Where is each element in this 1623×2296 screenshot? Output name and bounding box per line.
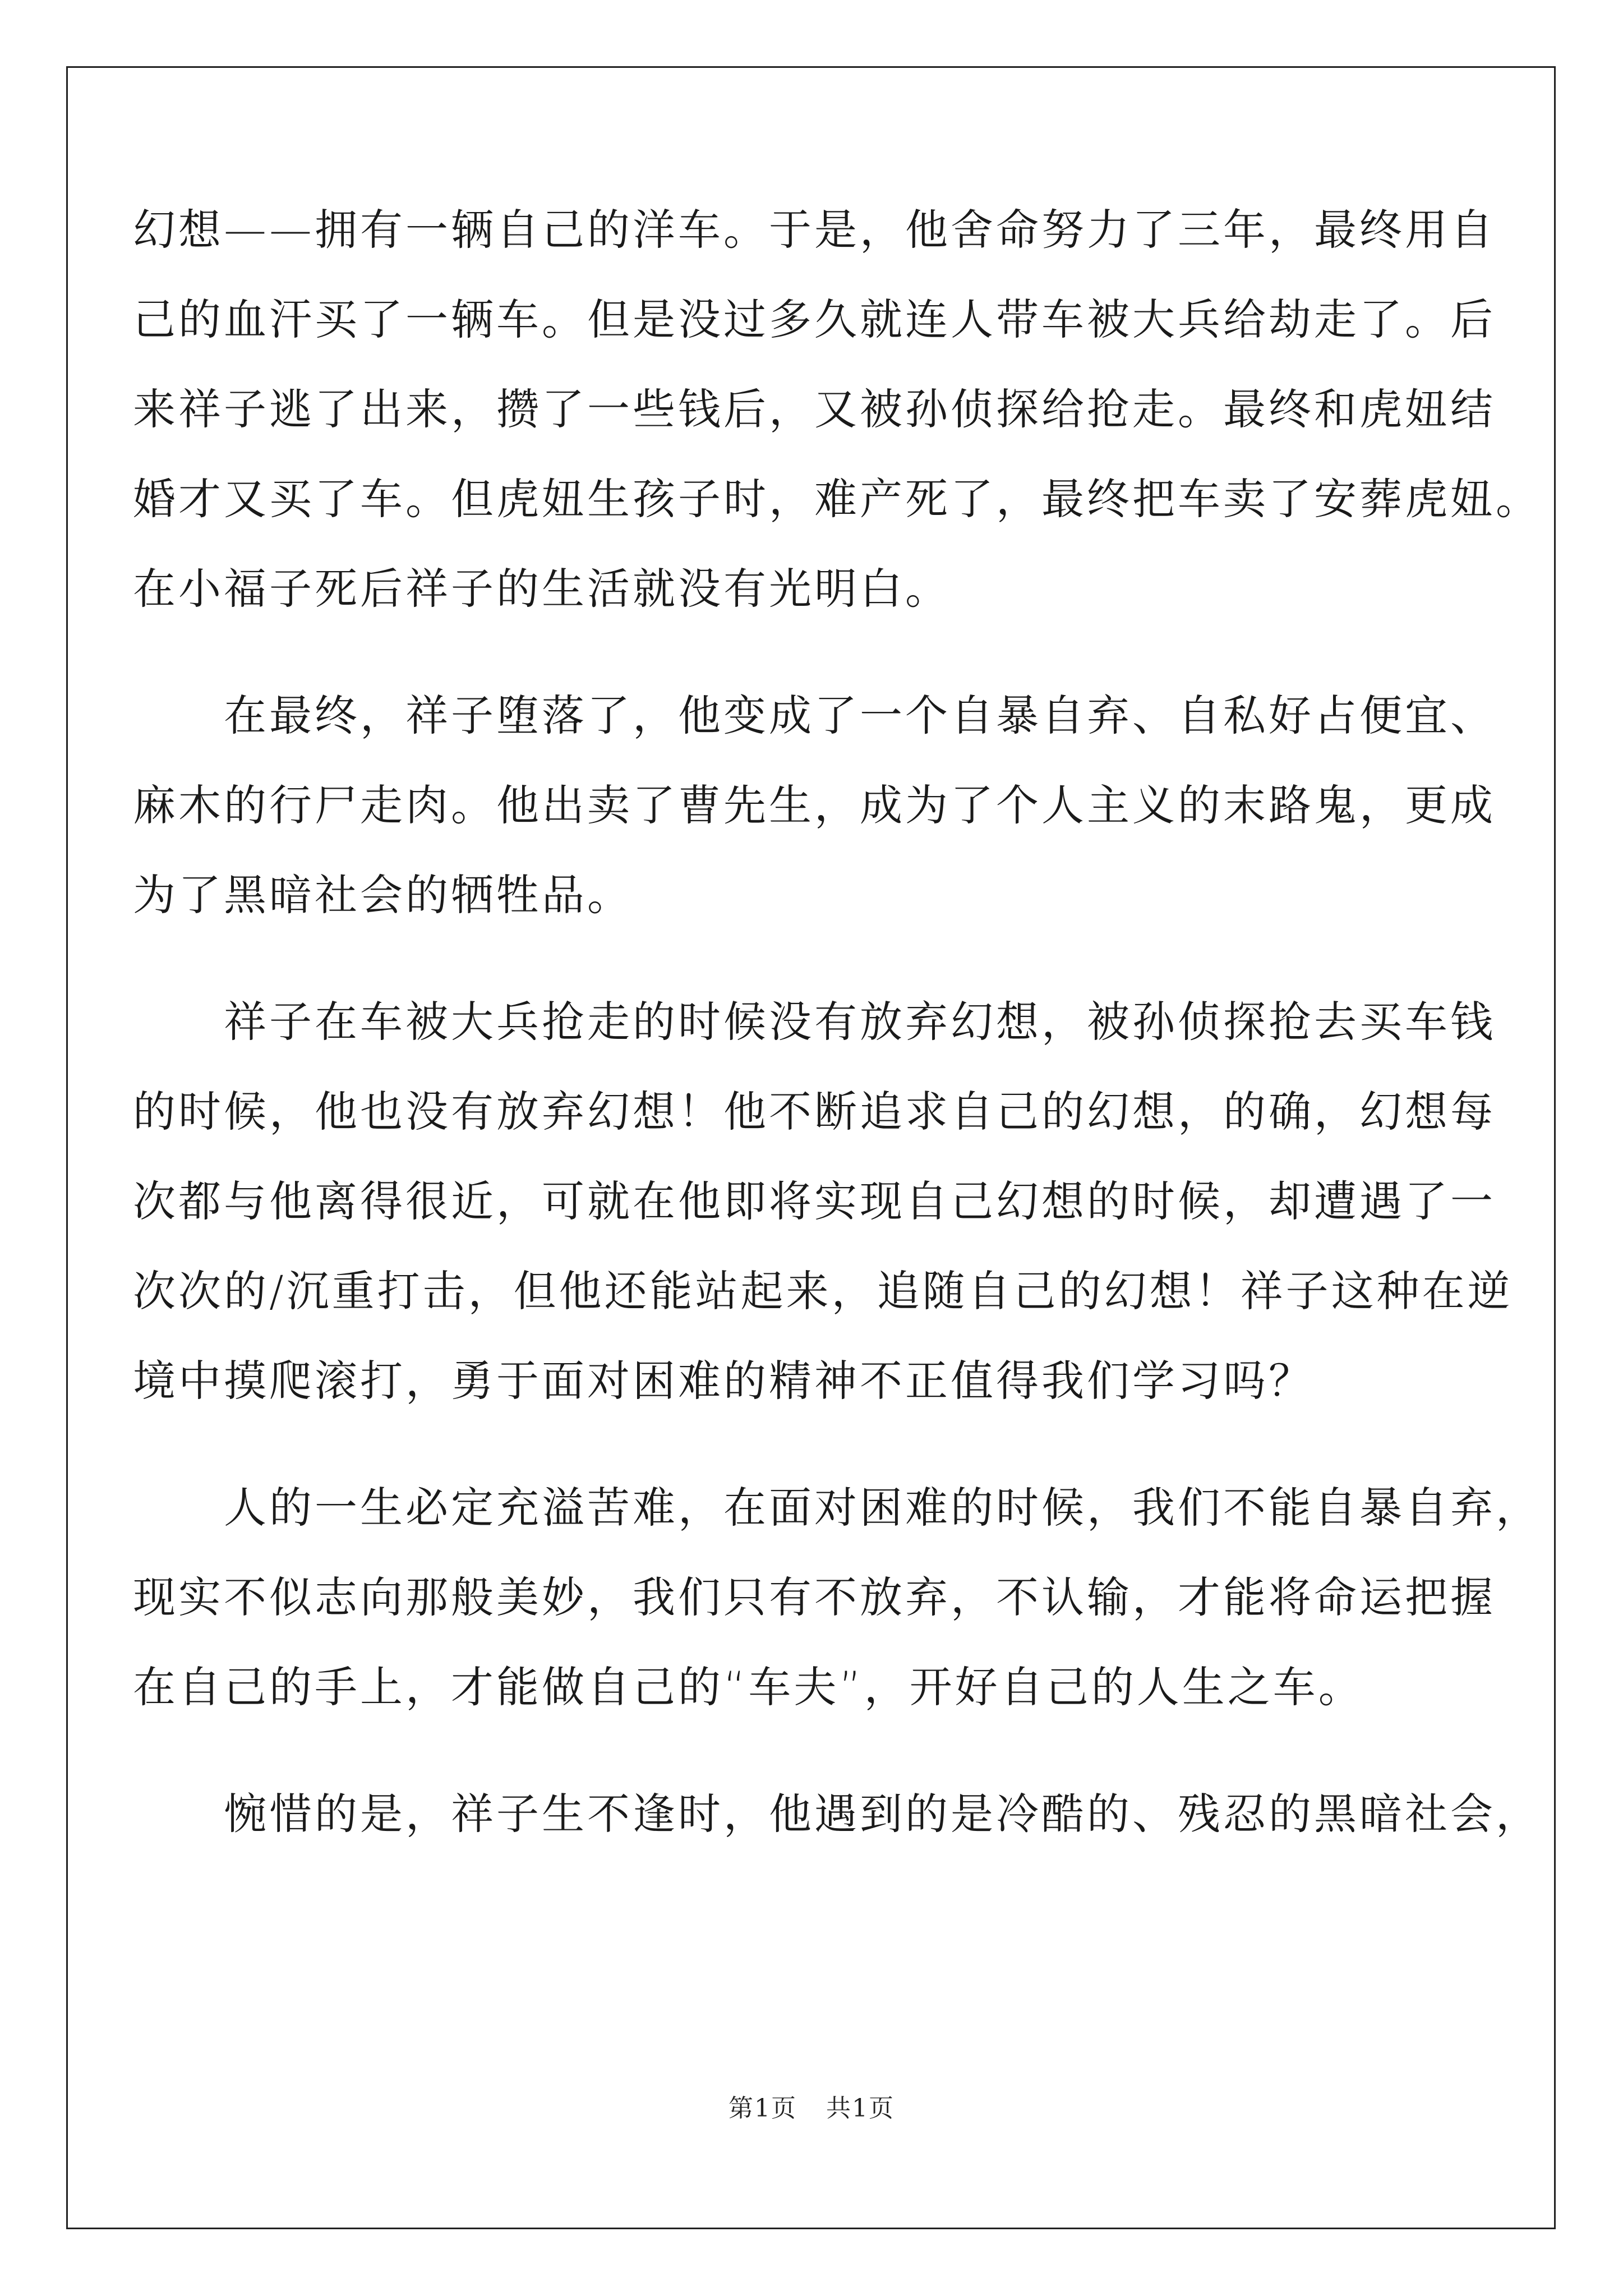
paragraph-start-line: 惋惜的是，祥子生不逢时，他遇到的是冷酷的、残忍的黑暗社会， [133, 1789, 1541, 1839]
page-total: 共1页 [826, 2094, 895, 2123]
text-line: 己的血汗买了一辆车。但是没过多久就连人带车被大兵给劫走了。后 [133, 295, 1496, 344]
text-line: 在自己的手上，才能做自己的“车夫”，开好自己的人生之车。 [133, 1662, 1364, 1712]
text-line: 婚才又买了车。但虎妞生孩子时，难产死了，最终把车卖了安葬虎妞。 [133, 474, 1541, 524]
text-line: 的时候，他也没有放弃幻想！他不断追求自己的幻想，的确，幻想每 [133, 1087, 1496, 1137]
text-line: 次次的/沉重打击，但他还能站起来，追随自己的幻想！祥子这种在逆 [133, 1266, 1513, 1316]
text-line: 麻木的行尸走肉。他出卖了曹先生，成为了个人主义的末路鬼，更成 [133, 780, 1496, 830]
text-line: 来祥子逃了出来，攒了一些钱后，又被孙侦探给抢走。最终和虎妞结 [133, 384, 1496, 434]
paragraph-start-line: 祥子在车被大兵抢走的时候没有放弃幻想，被孙侦探抢去买车钱 [133, 997, 1496, 1047]
document-body [133, 185, 1541, 1859]
text-line: 次都与他离得很近，可就在他即将实现自己幻想的时候，却遭遇了一 [133, 1176, 1496, 1226]
paragraph-start-line: 人的一生必定充溢苦难，在面对困难的时候，我们不能自暴自弃， [133, 1483, 1541, 1533]
page-footer [0, 2088, 1623, 2124]
page-number: 第1页 [728, 2094, 797, 2123]
paragraph-start-line: 在最终，祥子堕落了，他变成了一个自暴自弃、自私好占便宜、 [133, 691, 1496, 740]
text-line: 现实不似志向那般美妙，我们只有不放弃，不认输，才能将命运把握 [133, 1572, 1496, 1622]
text-line: 幻想——拥有一辆自己的洋车。于是，他舍命努力了三年，最终用自 [133, 205, 1496, 255]
text-line: 在小福子死后祥子的生活就没有光明白。 [133, 564, 951, 614]
text-line: 境中摸爬滚打，勇于面对困难的精神不正值得我们学习吗？ [133, 1356, 1314, 1406]
text-line: 为了黑暗社会的牺牲品。 [133, 870, 633, 920]
